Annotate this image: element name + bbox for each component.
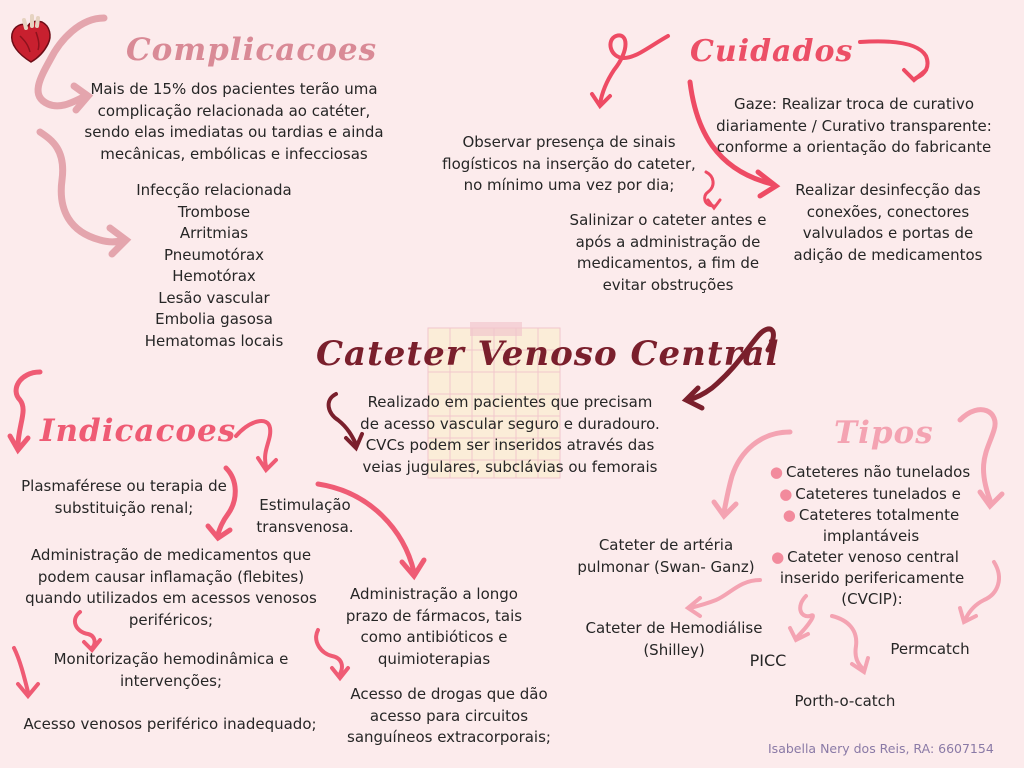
anatomical-heart-icon [8, 14, 54, 64]
title-indicacoes: Indicacoes [40, 413, 237, 449]
list-item: Arritmias [179, 224, 249, 242]
indicacoes-estimulacao: Estimulação transvenosa. [256, 496, 354, 536]
tipos-porth-o-catch: Porth-o-catch [794, 692, 896, 710]
bullet-icon: ● [782, 506, 796, 524]
list-item: Hemotórax [172, 267, 256, 285]
cuidados-salinizar: Salinizar o cateter antes e após a administração de medicamentos, a fim de evitar obstruções [569, 211, 767, 294]
indicacoes-periferico: Acesso venosos periférico inadequado; [23, 715, 317, 733]
list-item: Pneumotórax [163, 245, 265, 264]
arrow-cuidados-right [860, 41, 928, 78]
complicacoes-list [122, 180, 306, 352]
arrow-indicacoes-right [236, 421, 270, 466]
title-tipos: Tipos [834, 415, 934, 451]
arrow-indicacoes-topleft [16, 372, 40, 446]
indicacoes-drogas: Acesso de drogas que dão acesso para circuitos sanguíneos extracorporais; [347, 685, 551, 746]
list-item: Infecção relacionada [136, 181, 292, 199]
bullet-icon: ● [771, 548, 785, 566]
indicacoes-longo-prazo: Administração a longo prazo de fármacos, tais como antibióticos e quimioterapias [345, 585, 523, 668]
central-description: Realizado em pacientes que precisam de acesso vascular seguro e duradouro. CVCs podem ser inseridos através das veias jugulares, subclávias ou femorais [360, 393, 660, 476]
author-credit: Isabella Nery dos Reis, RA: 6607154 [768, 741, 994, 756]
list-item: Lesão vascular [158, 288, 270, 307]
cuidados-gaze: Gaze: Realizar troca de curativo diariamente / Curativo transparente: conforme a orientação do fabricante [716, 95, 992, 156]
list-item: Trombose [177, 202, 251, 221]
title-cuidados: Cuidados [690, 34, 854, 69]
tipos-bullet-nao-tunelados: ● Cateteres não tunelados [769, 463, 971, 481]
title-central: Cateter Venoso Central [316, 334, 780, 374]
cuidados-desinfeccao: Realizar desinfecção das conexões, conectores valvulados e portas de adição de medicamentos [793, 181, 983, 264]
tipos-hemodialise: Cateter de Hemodiálise (Shilley) [585, 619, 763, 659]
tipos-permcatch: Permcatch [890, 640, 970, 658]
title-complicacoes: Complicacoes [126, 32, 378, 68]
tipos-swan-ganz: Cateter de artéria pulmonar (Swan- Ganz) [577, 536, 755, 576]
bullet-icon: ● [769, 463, 783, 481]
indicacoes-monitorizacao: Monitorização hemodinâmica e intervenções; [53, 650, 289, 690]
tipos-bullet-cvcip: ● Cateter venoso central [771, 548, 959, 566]
complicacoes-intro: Mais de 15% dos pacientes terão uma complicação relacionada ao catéter, sendo elas imediatas ou tardias e ainda mecânicas, embólicas e infecciosas [84, 80, 384, 163]
arrow-tipos-hemo [690, 580, 760, 608]
tipos-bullet-implantaveis-cont: implantáveis [822, 527, 920, 545]
list-item: Embolia gasosa [155, 310, 273, 328]
bullet-icon: ● [779, 485, 793, 503]
tipos-bullet-implantaveis: ● Cateteres totalmente [782, 506, 960, 524]
tipos-bullet-cvcip-cont1: inserido perifericamente [779, 569, 965, 587]
arrow-cuidados-left [600, 35, 668, 104]
indicacoes-administracao: Administração de medicamentos que podem causar inflamação (flebites) quando utilizados em acessos venosos periféricos; [25, 546, 317, 629]
indicacoes-plasmaferese: Plasmaférese ou terapia de substituição renal; [21, 477, 227, 517]
tipos-bullet-tunelados: ● Cateteres tunelados e [779, 485, 961, 503]
arrowhead [904, 70, 926, 80]
tipos-bullet-cvcip-cont2: (CVCIP): [841, 590, 903, 608]
tipos-picc: PICC [749, 651, 787, 670]
cuidados-observar: Observar presença de sinais flogísticos na inserção do cateter, no mínimo uma vez por dia; [442, 133, 696, 194]
arrow-tipos-porth [832, 616, 864, 670]
list-item: Hematomas locais [144, 331, 284, 350]
